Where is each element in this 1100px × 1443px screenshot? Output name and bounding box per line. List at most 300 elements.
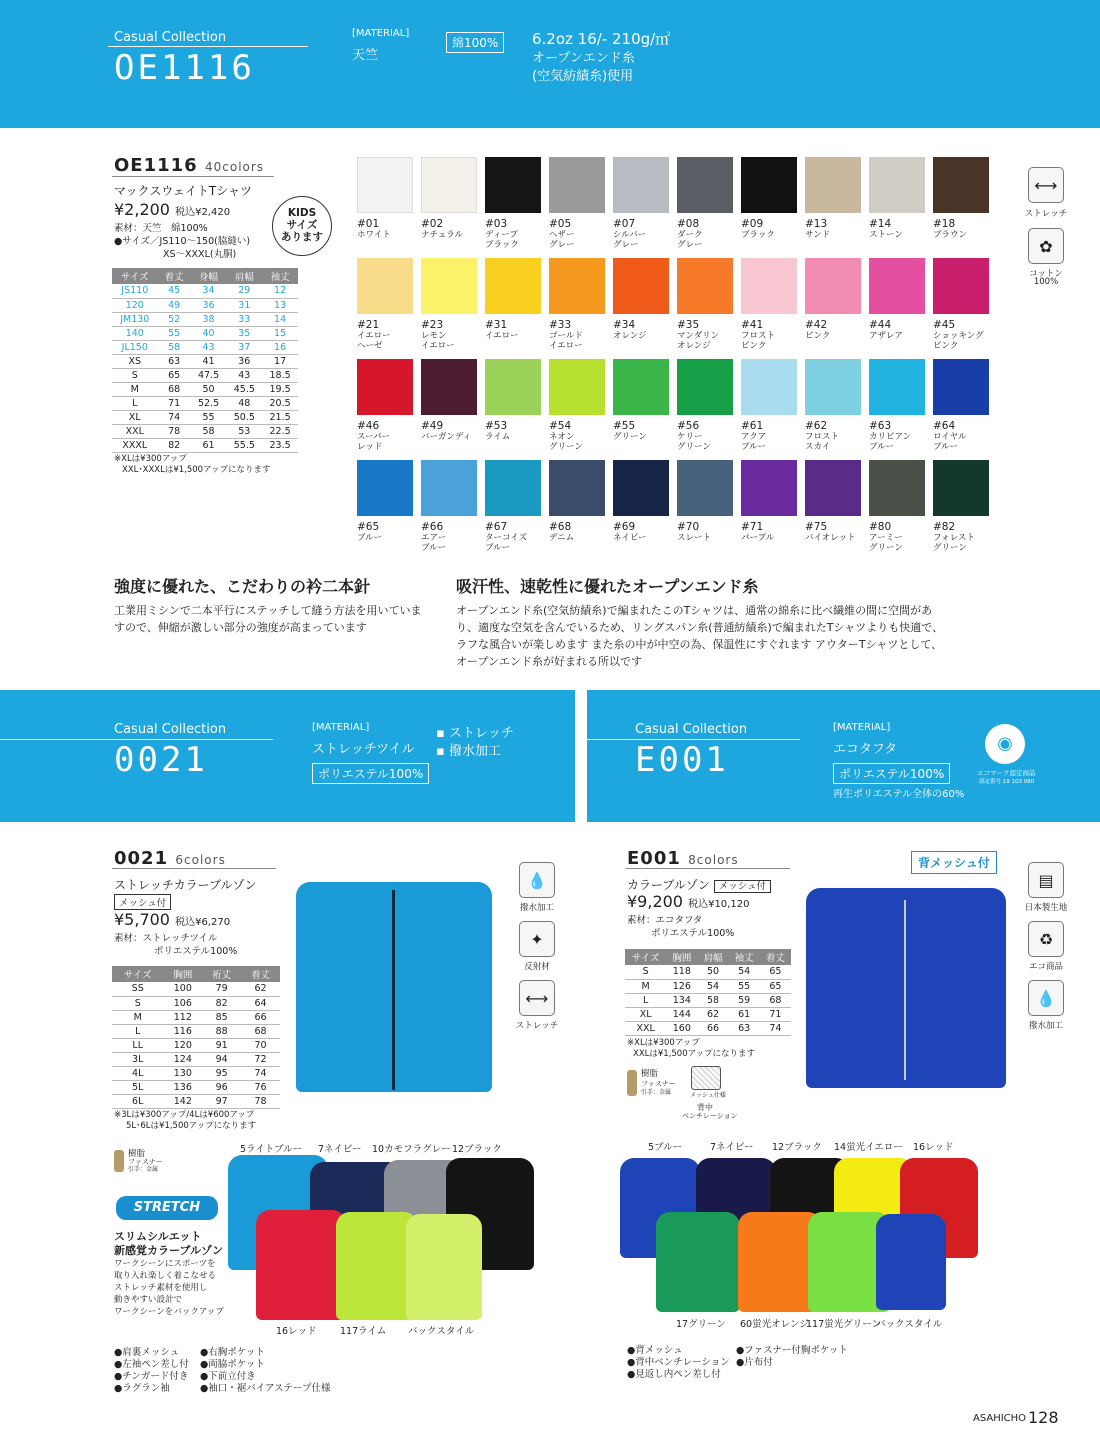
feature-water: ▪ 撥水加工 [436,744,501,759]
swatch-label [421,320,483,351]
table-cell: 54 [697,979,728,993]
table-cell: 55.5 [226,438,262,452]
swatch-name: ゴールド [549,331,583,341]
swatch-name: カリビアン [869,432,912,442]
variant-label: バックスタイル [408,1326,475,1337]
table-row [112,382,298,396]
table-cell: 160 [666,1021,697,1035]
table-row [112,1038,280,1052]
swatch-number: #63 [869,420,892,432]
product-code-title: 0021 [114,740,208,780]
table-cell: 124 [163,1052,202,1066]
table-cell: 14 [262,312,298,326]
material-badge: ポリエステル100% [312,763,429,784]
swatch-number: #14 [869,218,892,230]
swatch-label [613,219,675,250]
swatch-number: #33 [549,319,572,331]
swatch-label [357,219,419,240]
feature-heading-left: 強度に優れた、こだわりの衿二本針 [114,577,371,596]
variant-label: 117ライム [340,1326,387,1337]
table-row [112,1010,280,1024]
table-cell: 23.5 [262,438,298,452]
stretch-logo: STRETCH [116,1196,218,1220]
collection-label: Casual Collection [635,722,748,737]
swatch-name: ストーン [869,230,903,240]
table-cell: 36 [191,298,227,312]
variant-label: 17グリーン [676,1319,726,1330]
price: ¥2,200 税込¥2,420 [114,200,231,219]
color-swatch [613,359,669,415]
swatch-number: #75 [805,521,828,533]
table-row [625,979,791,993]
swatch-name: グリーン [613,432,647,442]
color-swatch [741,359,797,415]
table-cell: XL [112,410,158,424]
swatch-number: #62 [805,420,828,432]
swatch-label [549,522,611,543]
table-cell: 61 [729,1007,760,1021]
color-count: 40colors [204,160,265,174]
color-swatch [741,460,797,516]
feature-bullet: ●ファスナー付胸ポケット [736,1345,848,1356]
table-cell: XS [112,354,158,368]
divider [108,46,308,47]
swatch-label [869,320,931,341]
mesh-badge: メッシュ付 [714,880,771,893]
product-name: カラーブルゾン メッシュ付 [627,876,771,893]
swatch-name: ヘーゼ [357,341,383,351]
swatch-name: イエロー [485,331,519,341]
table-cell: 144 [666,1007,697,1021]
swatch-number: #61 [741,420,764,432]
table-cell: 68 [158,382,191,396]
feature-bullet: ●左袖ペン差し付 [114,1359,189,1370]
color-swatch [485,359,541,415]
table-cell: 63 [729,1021,760,1035]
table-cell: 22.5 [262,424,298,438]
table-cell: 37 [226,340,262,354]
table-cell: 74 [158,410,191,424]
material-text: ポリエステル100% [651,928,735,939]
table-cell: 50 [697,965,728,979]
swatch-number: #45 [933,319,956,331]
zipper-text: ファスナー [641,1080,676,1088]
color-swatch [549,258,605,314]
table-cell: 59 [729,993,760,1007]
color-swatch [805,157,861,213]
swatch-number: #01 [357,218,380,230]
swatch-name: スカイ [805,442,831,452]
table-cell: 50 [191,382,227,396]
swatch-label [805,219,867,240]
swatch-label [613,421,675,442]
footer-brand: ASAHICHO [973,1413,1027,1424]
swatch-label [421,421,483,442]
table-cell: 45 [158,284,191,298]
feature-bullet: ●背中ベンチレーション [627,1357,730,1368]
swatch-name: ターコイズ [485,533,528,543]
table-cell: 140 [112,326,158,340]
swatch-name: グレー [613,240,639,250]
table-cell: S [625,965,666,979]
swatch-label [677,421,739,452]
variant-label: 12ブラック [772,1142,822,1153]
swatch-name: ブルー [421,543,447,553]
swatch-number: #49 [421,420,444,432]
color-swatch [613,460,669,516]
table-cell: 71 [760,1007,791,1021]
table-cell: 58 [191,424,227,438]
table-cell: 76 [241,1080,280,1094]
swatch-name: グレー [549,240,575,250]
table-cell: 41 [191,354,227,368]
table-cell: S [112,368,158,382]
table-row [625,1021,791,1035]
swatch-name: バイオレット [805,533,856,543]
table-cell: 55 [729,979,760,993]
swatch-label [549,320,611,351]
swatch-name: アクア [741,432,767,442]
swatch-name: ディープ [485,230,518,240]
table-cell: 130 [163,1066,202,1080]
product-name: ストレッチカラーブルゾン [114,878,257,892]
table-cell: 65 [158,368,191,382]
variant-label: 16レッド [276,1326,317,1337]
table-cell: 79 [202,982,241,996]
feature-bullet: ●チンガード付き [114,1371,189,1382]
product-code: OE1116 40colors [114,155,265,176]
swatch-label [869,219,931,240]
table-cell: 53 [226,424,262,438]
swatch-number: #23 [421,319,444,331]
table-cell: 58 [697,993,728,1007]
color-swatch [357,157,413,213]
table-cell: 62 [697,1007,728,1021]
swatch-number: #66 [421,521,444,533]
swatch-label [421,522,483,553]
zipper-line [904,900,906,1080]
color-swatch [741,258,797,314]
table-cell: 71 [158,396,191,410]
table-cell: 33 [226,312,262,326]
swatch-label [485,320,547,341]
color-swatch [613,258,669,314]
size-range-2: XS～XXXL(丸胴) [163,249,237,260]
slim-title-1: スリムシルエット [114,1230,202,1243]
table-cell: L [112,1024,163,1038]
material-badge: 綿100% [446,32,504,53]
swatch-label [613,522,675,543]
table-cell: 74 [241,1066,280,1080]
feature-bullet: ●ラグラン袖 [114,1383,170,1394]
table-cell: 34 [191,284,227,298]
table-cell: XXXL [112,438,158,452]
color-swatch [869,258,925,314]
table-row [625,1007,791,1021]
swatch-label [741,522,803,543]
table-cell: L [625,993,666,1007]
color-swatch [869,460,925,516]
spec-line-2: オープンエンド糸 [532,51,635,66]
swatch-label [357,522,419,543]
table-cell: 94 [202,1052,241,1066]
zipper-text: 樹脂 [641,1069,659,1079]
color-swatch [677,157,733,213]
size-note-1: ※3Lは¥300アップ/4Lは¥600アップ [114,1110,255,1120]
stretch-icon: ⟷ [519,980,555,1016]
swatch-number: #67 [485,521,508,533]
slim-description: ワークシーンにスポーツを 取り入れ楽しく着こなせる ストレッチ素材を使用し 動きやすい設計で ワークシーンをバックアップ [114,1259,224,1317]
swatch-name: ブラック [485,240,519,250]
table-row [112,396,298,410]
table-cell: 82 [202,996,241,1010]
swatch-number: #55 [613,420,636,432]
divider [112,868,276,869]
swatch-label [677,522,739,543]
swatch-name: ライム [485,432,511,442]
swatch-number: #65 [357,521,380,533]
swatch-label [357,320,419,351]
band-e001 [587,690,1100,822]
swatch-number: #18 [933,218,956,230]
swatch-name: イエロー [549,341,583,351]
table-cell: 58 [158,340,191,354]
ventilation-text: 背中 [697,1103,713,1112]
swatch-name: ブルー [869,442,895,452]
swatch-name: フロスト [741,331,776,341]
table-cell: 91 [202,1038,241,1052]
swatch-label [933,219,995,240]
feature-bullet: ●片布付 [736,1357,773,1368]
table-row [112,438,298,452]
table-cell: 52.5 [191,396,227,410]
table-cell: S [112,996,163,1010]
feature-bullet: ●見返し内ペン差し付 [627,1369,721,1380]
table-cell: 65 [760,965,791,979]
swatch-label [421,219,483,240]
feature-stretch: ▪ ストレッチ [436,726,514,741]
color-swatch [485,157,541,213]
icon-caption: ストレッチ [515,1021,559,1031]
table-cell: XL [625,1007,666,1021]
table-row [112,1052,280,1066]
table-cell: 36 [226,354,262,368]
color-swatch [805,258,861,314]
swatch-label [741,320,803,351]
slim-title-2: 新感覚カラーブルゾン [114,1244,224,1257]
table-cell: 43 [191,340,227,354]
table-cell: 88 [202,1024,241,1038]
feature-bullet: ●両脇ポケット [200,1359,265,1370]
table-cell: 70 [241,1038,280,1052]
table-cell: 40 [191,326,227,340]
swatch-name: エアー [421,533,447,543]
color-swatch [933,258,989,314]
swatch-name: オレンジ [677,341,711,351]
swatch-name: グレー [677,240,703,250]
swatch-name: ピンク [741,341,767,351]
feature-bullet: ●肩裏メッシュ [114,1347,180,1358]
color-swatch [357,460,413,516]
swatch-number: #80 [869,521,892,533]
swatch-label [805,421,867,452]
color-swatch [677,359,733,415]
icon-caption: コットン [1029,269,1063,279]
table-cell: 35 [226,326,262,340]
table-cell: 4L [112,1066,163,1080]
table-cell: 97 [202,1094,241,1108]
table-cell: 29 [226,284,262,298]
swatch-number: #09 [741,218,764,230]
swatch-name: アザレア [869,331,903,341]
variant-label: 7ネイビー [318,1144,362,1155]
swatch-name: ケリー [677,432,703,442]
icon-caption: ストレッチ [1024,209,1068,219]
table-cell: 55 [191,410,227,424]
table-cell: 20.5 [262,396,298,410]
swatch-name: レモン [421,331,447,341]
color-swatch [741,157,797,213]
swatch-label [933,320,995,351]
table-cell: 82 [158,438,191,452]
swatch-label [933,522,995,553]
color-swatch [421,157,477,213]
variant-jacket-image [406,1214,482,1320]
icon-caption: エコ商品 [1028,962,1063,972]
table-cell: 72 [241,1052,280,1066]
swatch-number: #07 [613,218,636,230]
table-cell: JS110 [112,284,158,298]
spec-line-1: 6.2oz 16/- 210g/㎡ [532,30,671,48]
table-cell: LL [112,1038,163,1052]
swatch-label [869,522,931,553]
product-code-title: E001 [635,740,729,780]
table-cell: 120 [112,298,158,312]
swatch-name: フォレスト [933,533,975,543]
color-swatch [485,460,541,516]
swatch-name: マンダリン [677,331,720,341]
table-row [112,340,298,354]
table-cell: 38 [191,312,227,326]
swatch-name: イエロー [421,341,455,351]
table-cell: 68 [241,1024,280,1038]
swatch-name: ダーク [677,230,703,240]
material-badge: ポリエステル100% [833,763,950,784]
zipper-icon [627,1070,637,1096]
material-text: 素材：ストレッチツイル [114,933,218,944]
swatch-number: #35 [677,319,700,331]
color-swatch [421,460,477,516]
swatch-label [677,320,739,351]
table-cell: 17 [262,354,298,368]
material-label: [MATERIAL] [312,722,370,733]
swatch-label [741,219,803,240]
swatch-name: スレート [677,533,712,543]
table-cell: M [625,979,666,993]
swatch-label [805,522,867,543]
swatch-name: グリーン [549,442,583,452]
table-cell: 66 [241,1010,280,1024]
reflector-icon: ✦ [519,921,555,957]
swatch-name: ホワイト [357,230,391,240]
divider [112,176,274,177]
material-text: 素材：エコタフタ [627,915,703,926]
table-cell: 68 [760,993,791,1007]
material-label: [MATERIAL] [352,28,410,39]
table-cell: 63 [158,354,191,368]
color-swatch [421,258,477,314]
size-note-2: 5L･6Lは¥1,500アップになります [126,1121,257,1131]
swatch-number: #02 [421,218,444,230]
table-cell: 116 [163,1024,202,1038]
swatch-number: #53 [485,420,508,432]
product-code-title: OE1116 [114,48,255,88]
table-row [112,1066,280,1080]
table-cell: 120 [163,1038,202,1052]
table-row [112,368,298,382]
color-swatch [933,157,989,213]
swatch-name: ショッキング [933,331,984,341]
swatch-name: ネオン [549,432,575,442]
variant-label: 60蛍光オレンジ [740,1319,809,1330]
table-cell: 78 [158,424,191,438]
table-cell: 47.5 [191,368,227,382]
table-cell: 61 [191,438,227,452]
price: ¥9,200 税込¥10,120 [627,892,750,911]
size-table [625,949,791,1036]
zipper-icon [114,1150,124,1172]
table-row [112,284,298,298]
table-cell: 85 [202,1010,241,1024]
table-cell: 62 [241,982,280,996]
icon-caption: 撥水加工 [519,903,554,913]
table-cell: 16 [262,340,298,354]
swatch-number: #42 [805,319,828,331]
swatch-name: オレンジ [613,331,647,341]
page-number: 128 [1028,1408,1059,1427]
swatch-number: #13 [805,218,828,230]
swatch-number: #03 [485,218,508,230]
feature-text-left: 工業用ミシンで二本平行にステッチして縫う方法を用いていますので、伸縮が激しい部分の強度が高まっています [114,604,422,634]
swatch-name: イエロー [357,331,391,341]
color-count: 6colors [175,853,226,867]
material-name: ストレッチツイル [312,742,415,757]
color-swatch [357,258,413,314]
table-cell: SS [112,982,163,996]
table-row [112,1080,280,1094]
swatch-label [549,421,611,452]
table-cell: 18.5 [262,368,298,382]
swatch-number: #56 [677,420,700,432]
swatch-name: ピンク [805,331,831,341]
swatch-name: レッド [357,442,383,452]
recycle-text: 再生ポリエステル全体の60% [833,789,965,800]
table-header-row: サイズ 胸囲 肩幅 袖丈 着丈 [625,949,791,965]
color-swatch [933,359,989,415]
swatch-number: #68 [549,521,572,533]
color-swatch [933,460,989,516]
swatch-number: #82 [933,521,956,533]
table-cell: 112 [163,1010,202,1024]
swatch-name: ヘザー [549,230,575,240]
table-cell: 5L [112,1080,163,1094]
swatch-name: ブルー [933,442,959,452]
swatch-label [805,320,867,341]
table-cell: 64 [241,996,280,1010]
table-cell: 78 [241,1094,280,1108]
color-swatch [869,359,925,415]
swatch-name: シルバー [613,230,647,240]
